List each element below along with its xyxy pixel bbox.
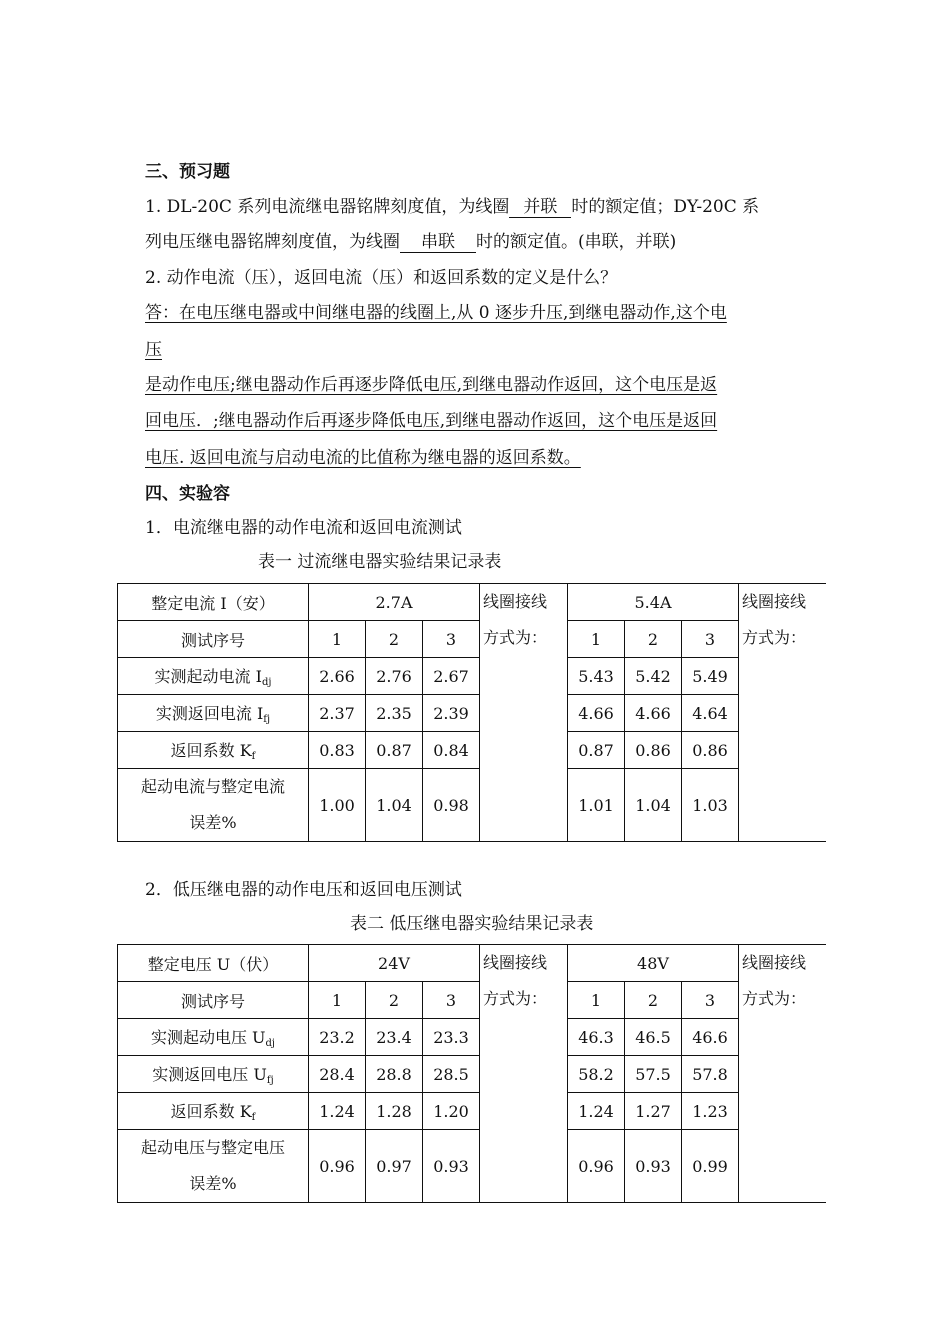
note-line-2: 方式为： bbox=[742, 628, 807, 647]
table-cell: 3 bbox=[423, 982, 480, 1019]
answer-line-3: 是动作电压;继电器动作后再逐步降低电压,到继电器动作返回，这个电压是返 bbox=[145, 375, 718, 395]
label-subscript: fj bbox=[263, 714, 271, 725]
table-cell: 2.67 bbox=[423, 658, 480, 695]
table1-row-kf-label bbox=[118, 732, 309, 769]
table-cell: 5.42 bbox=[625, 658, 682, 695]
section3-heading: 三、预习题 bbox=[145, 162, 230, 182]
table1-caption: 表一 过流继电器实验结果记录表 bbox=[258, 552, 502, 572]
label-text: 实测起动电流 I bbox=[154, 667, 262, 686]
table-cell: 1.28 bbox=[366, 1093, 423, 1130]
label-line-1: 起动电流与整定电流 bbox=[140, 777, 285, 796]
table2-row-kf-label bbox=[118, 1093, 309, 1130]
table1-row-err-label bbox=[118, 769, 309, 842]
table-cell: 2.37 bbox=[309, 695, 366, 732]
table-cell: 2.66 bbox=[309, 658, 366, 695]
table-row bbox=[118, 621, 827, 658]
label-line-2: 误差% bbox=[189, 813, 237, 832]
table-cell: 0.97 bbox=[366, 1130, 423, 1203]
table1-group1-header: 2.7A bbox=[309, 584, 480, 621]
table-cell: 3 bbox=[682, 982, 739, 1019]
answer-line-1: 答：在电压继电器或中间继电器的线圈上,从 0 逐步升压,到继电器动作,这个电 bbox=[145, 303, 727, 323]
table-cell: 1 bbox=[568, 621, 625, 658]
table2-row-start-label bbox=[118, 1019, 309, 1056]
answer-line-5: 电压. 返回电流与启动电流的比值称为继电器的返回系数。 bbox=[145, 448, 581, 468]
table-cell: 23.2 bbox=[309, 1019, 366, 1056]
note-line-1: 线圈接线 bbox=[483, 592, 548, 611]
table1-note-2-blank bbox=[739, 658, 827, 842]
table2-caption: 表二 低压继电器实验结果记录表 bbox=[350, 914, 594, 934]
table-cell: 1.01 bbox=[568, 769, 625, 842]
table-cell: 4.66 bbox=[568, 695, 625, 732]
q1-text-b: 时的额定值；DY-20C 系 bbox=[571, 197, 760, 217]
table-row bbox=[118, 695, 827, 732]
table-row bbox=[118, 1056, 827, 1093]
table-cell: 0.98 bbox=[423, 769, 480, 842]
table-cell: 1 bbox=[568, 982, 625, 1019]
table-cell: 46.5 bbox=[625, 1019, 682, 1056]
table-cell: 0.87 bbox=[366, 732, 423, 769]
table1-note-1 bbox=[480, 584, 568, 658]
table-cell: 2 bbox=[625, 982, 682, 1019]
table-cell: 1.24 bbox=[568, 1093, 625, 1130]
table-cell: 1 bbox=[309, 621, 366, 658]
table-cell: 46.6 bbox=[682, 1019, 739, 1056]
table-cell: 2.76 bbox=[366, 658, 423, 695]
table-cell: 23.3 bbox=[423, 1019, 480, 1056]
table-cell: 1 bbox=[309, 982, 366, 1019]
table-row bbox=[118, 658, 827, 695]
table2-note-2 bbox=[739, 945, 827, 1019]
label-subscript: f bbox=[251, 751, 256, 762]
table-cell: 5.49 bbox=[682, 658, 739, 695]
table2-row-return-label bbox=[118, 1056, 309, 1093]
table-row bbox=[118, 1019, 827, 1056]
table-row bbox=[118, 945, 827, 982]
table1 bbox=[117, 583, 826, 842]
label-line-1: 起动电压与整定电压 bbox=[140, 1138, 285, 1157]
table-row bbox=[118, 769, 827, 842]
table-cell: 28.8 bbox=[366, 1056, 423, 1093]
table-cell: 0.87 bbox=[568, 732, 625, 769]
table1-group2-header: 5.4A bbox=[568, 584, 739, 621]
table-cell: 0.83 bbox=[309, 732, 366, 769]
table2-note-2-blank bbox=[739, 1019, 827, 1203]
table-cell: 0.84 bbox=[423, 732, 480, 769]
table-cell: 58.2 bbox=[568, 1056, 625, 1093]
table-cell: 0.96 bbox=[309, 1130, 366, 1203]
question-1-line-2 bbox=[145, 231, 676, 253]
table-cell: 1.24 bbox=[309, 1093, 366, 1130]
table-row bbox=[118, 732, 827, 769]
table2-row-err-label bbox=[118, 1130, 309, 1203]
table-row bbox=[118, 982, 827, 1019]
table-cell: 57.5 bbox=[625, 1056, 682, 1093]
table-cell: 2 bbox=[366, 621, 423, 658]
label-text: 实测返回电压 U bbox=[152, 1065, 267, 1084]
table-cell: 1.27 bbox=[625, 1093, 682, 1130]
table-cell: 1.04 bbox=[366, 769, 423, 842]
q1-text-a: 1. DL-20C 系列电流继电器铭牌刻度值，为线圈 bbox=[145, 197, 510, 217]
question-2: 2. 动作电流（压），返回电流（压）和返回系数的定义是什么？ bbox=[145, 268, 618, 288]
label-line-2: 误差% bbox=[189, 1174, 237, 1193]
label-subscript: fj bbox=[266, 1075, 274, 1086]
table-row bbox=[118, 584, 827, 621]
table1-row-start-label bbox=[118, 658, 309, 695]
note-line-1: 线圈接线 bbox=[742, 953, 807, 972]
answer-line-4: 回电压．;继电器动作后再逐步降低电压,到继电器动作返回，这个电压是返回 bbox=[145, 411, 718, 431]
label-subscript: dj bbox=[265, 1038, 276, 1049]
label-text: 返回系数 K bbox=[170, 741, 252, 760]
table2-set-label: 整定电压 U（伏） bbox=[118, 945, 309, 982]
table-cell: 2.35 bbox=[366, 695, 423, 732]
table1-note-2 bbox=[739, 584, 827, 658]
table-cell: 1.23 bbox=[682, 1093, 739, 1130]
note-line-2: 方式为： bbox=[483, 989, 548, 1008]
table1-note-1-blank bbox=[480, 658, 568, 842]
label-text: 实测起动电压 U bbox=[150, 1028, 266, 1047]
table-cell: 0.86 bbox=[625, 732, 682, 769]
table-cell: 0.96 bbox=[568, 1130, 625, 1203]
experiment-item-2: 2．低压继电器的动作电压和返回电压测试 bbox=[145, 880, 462, 900]
table-cell: 5.43 bbox=[568, 658, 625, 695]
note-line-2: 方式为： bbox=[483, 628, 548, 647]
q1-answer-blank-1: 并联 bbox=[509, 197, 571, 218]
table1-seq-label: 测试序号 bbox=[118, 621, 309, 658]
table-cell: 3 bbox=[682, 621, 739, 658]
table-cell: 1.04 bbox=[625, 769, 682, 842]
table-row bbox=[118, 1093, 827, 1130]
q1-text-c: 列电压继电器铭牌刻度值，为线圈 bbox=[145, 232, 400, 252]
note-line-2: 方式为： bbox=[742, 989, 807, 1008]
table-cell: 28.4 bbox=[309, 1056, 366, 1093]
table2-note-1 bbox=[480, 945, 568, 1019]
table2 bbox=[117, 944, 826, 1203]
table1-set-label: 整定电流 I（安） bbox=[118, 584, 309, 621]
table-cell: 23.4 bbox=[366, 1019, 423, 1056]
table-cell: 2 bbox=[625, 621, 682, 658]
table-cell: 2.39 bbox=[423, 695, 480, 732]
table2-group1-header: 24V bbox=[309, 945, 480, 982]
answer-line-2: 压 bbox=[145, 340, 162, 360]
table2-note-1-blank bbox=[480, 1019, 568, 1203]
table-cell: 4.66 bbox=[625, 695, 682, 732]
label-subscript: f bbox=[251, 1112, 256, 1123]
table-cell: 2 bbox=[366, 982, 423, 1019]
note-line-1: 线圈接线 bbox=[483, 953, 548, 972]
table-cell: 46.3 bbox=[568, 1019, 625, 1056]
table-cell: 3 bbox=[423, 621, 480, 658]
question-1-line-1 bbox=[145, 196, 759, 218]
table-cell: 0.93 bbox=[423, 1130, 480, 1203]
label-text: 实测返回电流 I bbox=[155, 704, 264, 723]
table-cell: 4.64 bbox=[682, 695, 739, 732]
note-line-1: 线圈接线 bbox=[742, 592, 807, 611]
table-cell: 1.03 bbox=[682, 769, 739, 842]
table2-seq-label: 测试序号 bbox=[118, 982, 309, 1019]
table-cell: 28.5 bbox=[423, 1056, 480, 1093]
table-row bbox=[118, 1130, 827, 1203]
table2-group2-header: 48V bbox=[568, 945, 739, 982]
q1-answer-blank-2: 串联 bbox=[400, 232, 476, 253]
table-cell: 1.00 bbox=[309, 769, 366, 842]
label-subscript: dj bbox=[261, 677, 272, 688]
table1-row-return-label bbox=[118, 695, 309, 732]
experiment-item-1: 1．电流继电器的动作电流和返回电流测试 bbox=[145, 518, 462, 538]
table-cell: 1.20 bbox=[423, 1093, 480, 1130]
table-cell: 0.93 bbox=[625, 1130, 682, 1203]
table-cell: 0.99 bbox=[682, 1130, 739, 1203]
table-cell: 57.8 bbox=[682, 1056, 739, 1093]
section4-heading: 四、实验容 bbox=[145, 484, 230, 504]
q1-text-d: 时的额定值。(串联，并联) bbox=[476, 232, 677, 252]
table-cell: 0.86 bbox=[682, 732, 739, 769]
label-text: 返回系数 K bbox=[170, 1102, 252, 1121]
